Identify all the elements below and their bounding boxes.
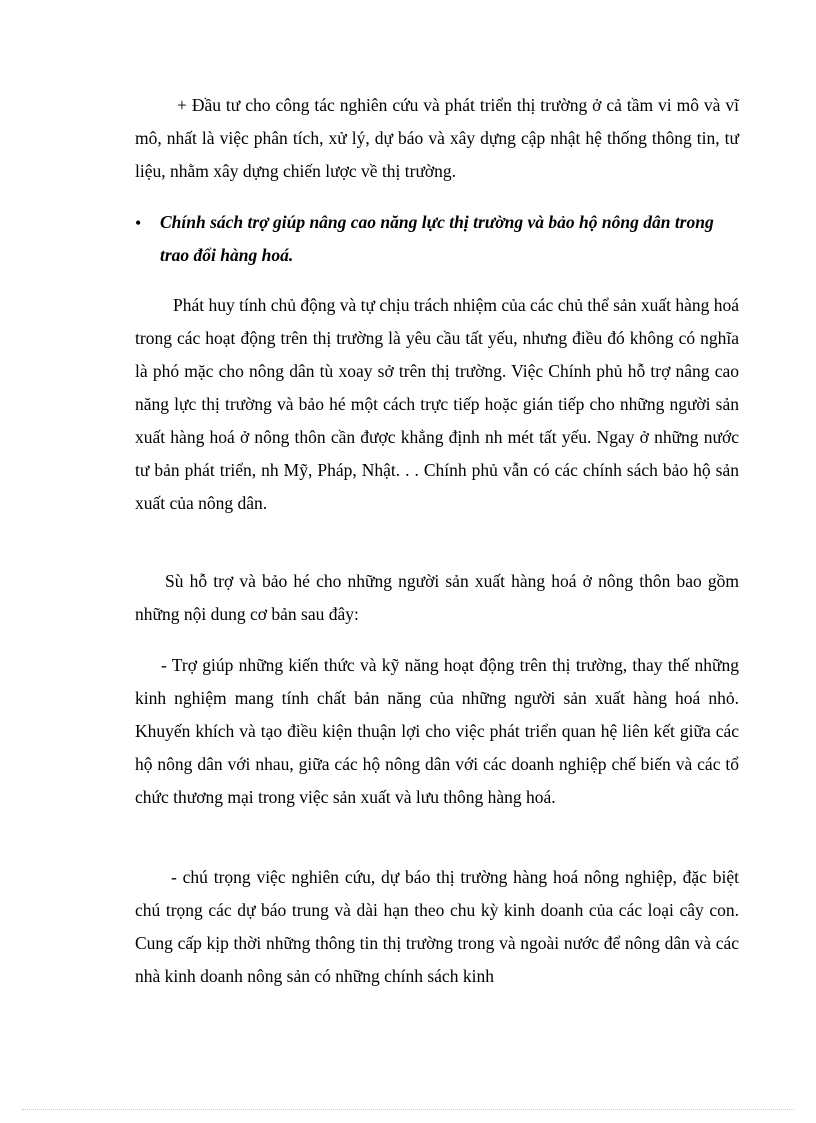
- bullet-section-heading: [135, 206, 739, 272]
- paragraph-support-contents: Sù hỗ trợ và bảo hé cho những người sản xuất hàng hoá ở nông thôn bao gồm những nội dung cơ bản sau đây:: [135, 571, 739, 624]
- paragraph-market-forecast: - chú trọng việc nghiên cứu, dự báo thị trường hàng hoá nông nghiệp, đặc biệt chú trọng các dự báo trung và dài hạn theo chu kỳ kinh doanh của các loại cây con. Cung cấp kịp thời những thông tin thị trường trong và ngoài nước để nông dân và các nhà kinh doanh nông sản có những chính sách kinh: [135, 867, 739, 986]
- section-heading: Chính sách trợ giúp nâng cao năng lực thị trường và bảo hộ nông dân trong trao đổi hàng hoá.: [160, 212, 714, 265]
- bullet-icon: •: [135, 213, 142, 233]
- paragraph-government-support: Phát huy tính chủ động và tự chịu trách nhiệm của các chủ thể sản xuất hàng hoá trong các hoạt động trên thị trường là yêu cầu tất yếu, nhưng điều đó không có nghĩa là phó mặc cho nông dân tù xoay sở trên thị trường. Việc Chính phủ hỗ trợ nâng cao năng lực thị trường và bảo hé một cách trực tiếp hoặc gián tiếp cho những người sản xuất hàng hoá ở nông thôn cần được khẳng định nh mét tất yếu. Ngay ở những nước tư bản phát triển, nh Mỹ, Pháp, Nhật. . . Chính phủ vẫn có các chính sách bảo hộ sản xuất của nông dân.: [135, 295, 739, 513]
- paragraph-knowledge-skills: - Trợ giúp những kiến thức và kỹ năng hoạt động trên thị trường, thay thế những kinh nghiệm mang tính chất bản năng của những người sản xuất hàng hoá nhỏ. Khuyến khích và tạo điều kiện thuận lợi cho việc phát triển quan hệ liên kết giữa các hộ nông dân với nhau, giữa các hộ nông dân với các doanh nghiệp chế biến và các tổ chức thương mại trong việc sản xuất và lưu thông hàng hoá.: [135, 655, 739, 807]
- page-bottom-divider: [22, 1109, 794, 1110]
- paragraph-market-research: + Đầu tư cho công tác nghiên cứu và phát triển thị trường ở cả tầm vi mô và vĩ mô, nhất là việc phân tích, xử lý, dự báo và xây dựng cập nhật hệ thống thông tin, tư liệu, nhằm xây dựng chiến lược về thị trường.: [135, 95, 739, 181]
